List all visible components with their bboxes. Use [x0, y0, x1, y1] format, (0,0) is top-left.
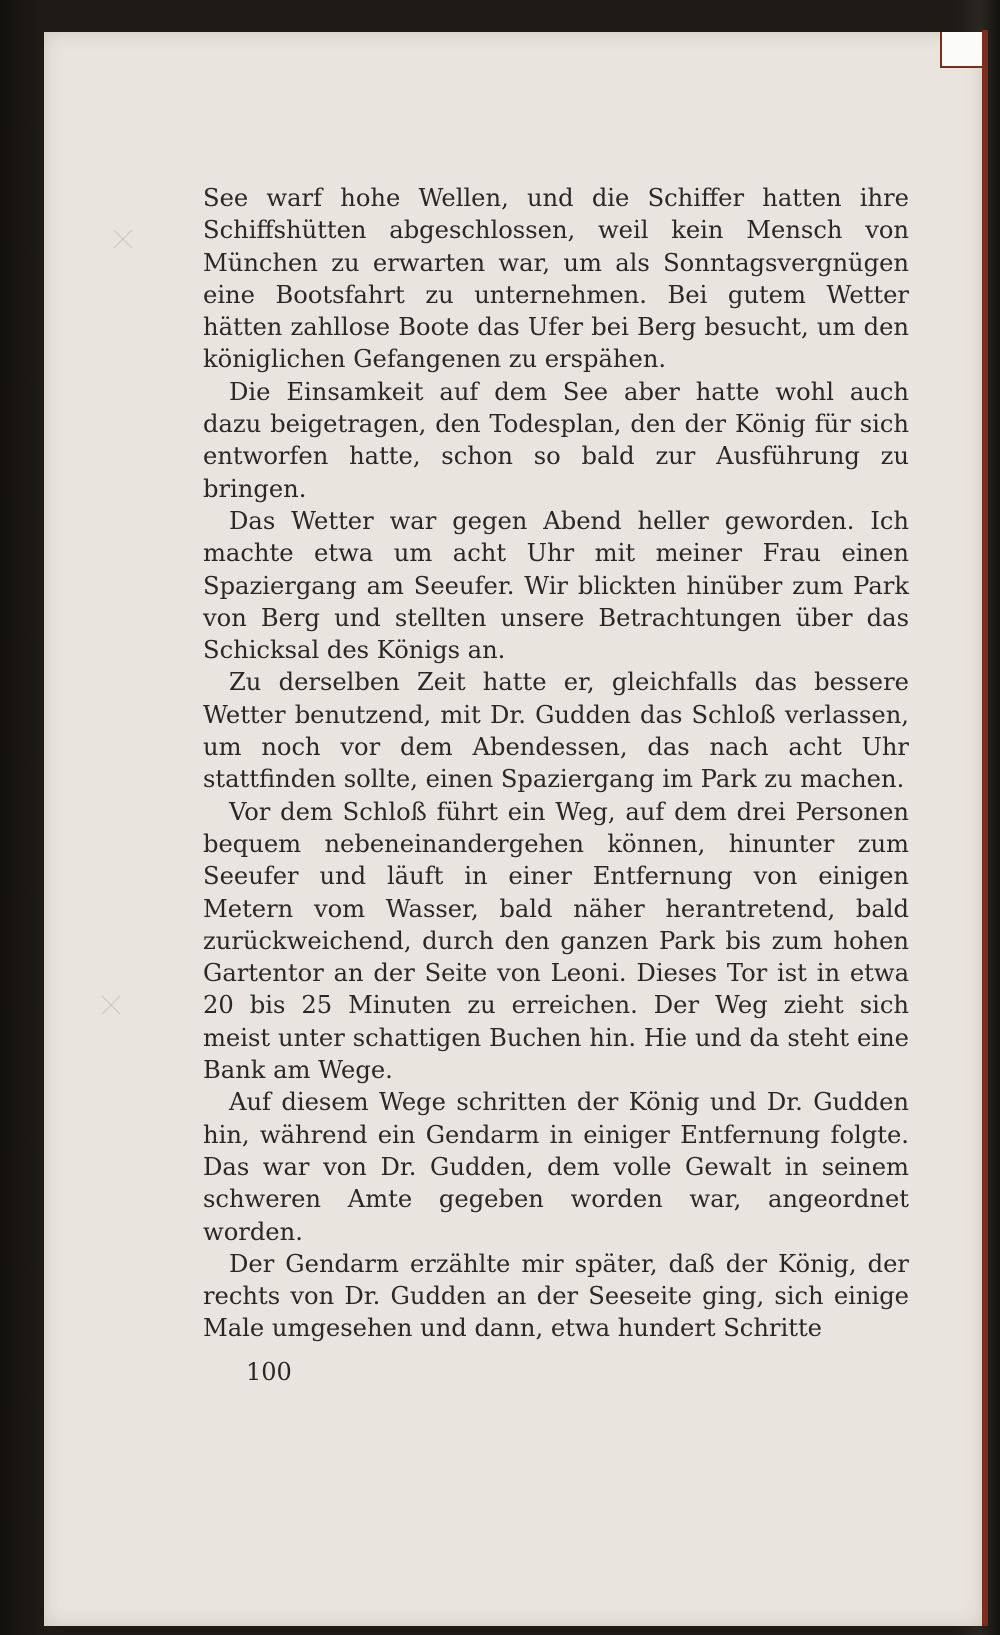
page-number: 100: [246, 1358, 292, 1386]
paragraph: Die Einsamkeit auf dem See aber hatte wohl auch dazu beigetragen, den Todesplan, den der König für sich entworfen hatte, schon so bald zur Ausführung zu bringen.: [203, 377, 909, 503]
pencil-mark-icon: [100, 994, 122, 1016]
paragraph: See warf hohe Wellen, und die Schiffer hatten ihre Schiffshütten abgeschlossen, weil kein Mensch von München zu erwarten war, um als Sonntagsvergnügen eine Bootsfahrt zu unternehmen. Bei gutem Wetter hätten zahllose Boote das Ufer bei Berg besucht, um den königlichen Gefangenen zu erspähen.: [203, 184, 909, 374]
paragraph: Das Wetter war gegen Abend heller geworden. Ich machte etwa um acht Uhr mit meiner Frau einen Spaziergang am Seeufer. Wir blickten hinüber zum Park von Berg und stellten unsere Betrachtungen über das Schicksal des Königs an.: [203, 506, 909, 665]
corner-tab: [940, 32, 982, 68]
paragraph: Zu derselben Zeit hatte er, gleichfalls das bessere Wetter benutzend, mit Dr. Gudden das Schloß verlassen, um noch vor dem Abendessen, das nach acht Uhr stattfinden sollte, einen Spaziergang im Park zu machen.: [203, 668, 909, 794]
pencil-mark-icon: [112, 228, 134, 250]
paragraph: Der Gendarm erzählte mir später, daß der König, der rechts von Dr. Gudden an der Seeseite ging, sich einige Male umgesehen und dann, etwa hundert Schritte: [203, 1249, 909, 1343]
paragraph: Auf diesem Wege schritten der König und Dr. Gudden hin, während ein Gendarm in einiger Entfernung folgte. Das war von Dr. Gudden, dem volle Gewalt in seinem schweren Amte gegeben worden war, angeordnet worden.: [203, 1088, 909, 1246]
book-spine-edge: [982, 30, 988, 1626]
body-text: [203, 182, 909, 1345]
paragraph: Vor dem Schloß führt ein Weg, auf dem drei Personen bequem nebeneinandergehen können, hinunter zum Seeufer und läuft in einer Entfernung von einigen Metern vom Wasser, bald näher herantretend, bald zurückweichend, durch den ganzen Park bis zum hohen Gartentor an der Seite von Leoni. Dieses Tor ist in etwa 20 bis 25 Minuten zu erreichen. Der Weg zieht sich meist unter schattigen Buchen hin. Hie und da steht eine Bank am Wege.: [203, 797, 909, 1085]
